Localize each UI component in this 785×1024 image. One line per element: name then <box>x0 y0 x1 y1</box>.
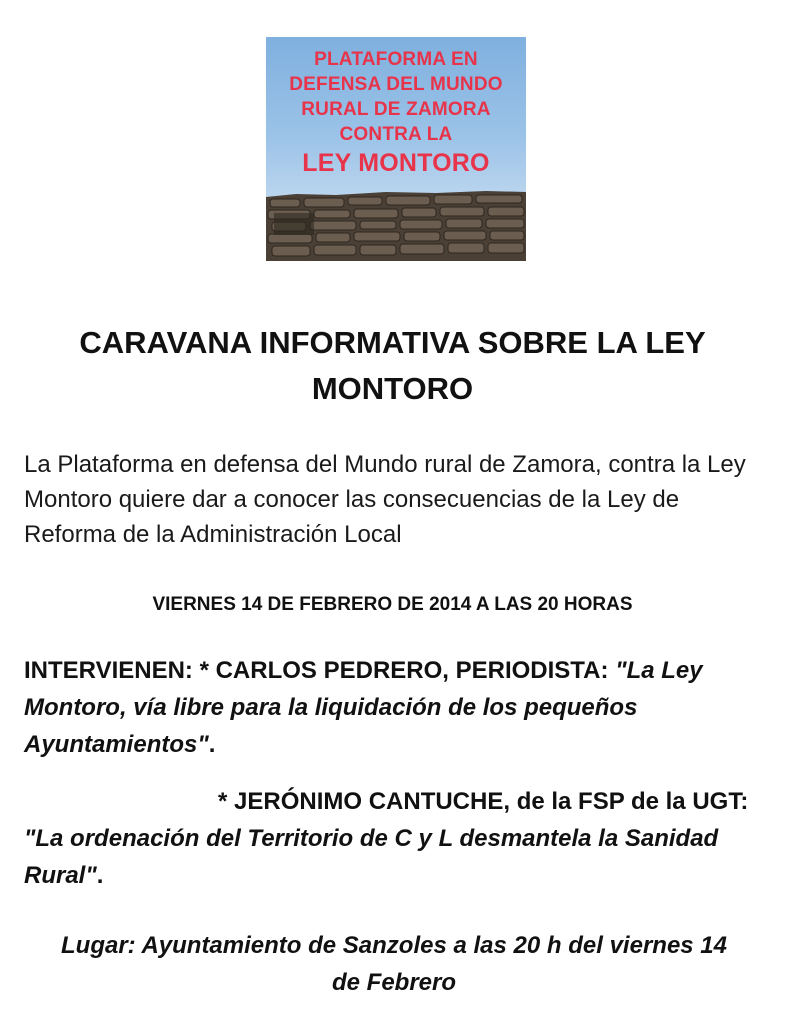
speaker-1-end: . <box>208 731 216 758</box>
speaker-2 <box>24 783 764 894</box>
logo-line-3: RURAL DE ZAMORA <box>301 99 491 120</box>
stone-wall-image <box>266 189 526 261</box>
event-location <box>24 927 764 1001</box>
location-line-1: Lugar: Ayuntamiento de Sanzoles a las 20 h del viernes 14 <box>61 932 727 959</box>
speaker-2-talk-title: "La ordenación del Territorio de C y L desmantela la Sanidad Rural" <box>24 825 719 889</box>
speaker-2-end: . <box>96 862 104 889</box>
title-line-2: MONTORO <box>311 371 474 406</box>
page-title <box>30 320 755 412</box>
logo-line-2: DEFENSA DEL MUNDO <box>289 74 503 95</box>
speaker-1 <box>24 652 764 763</box>
speaker-1-name: INTERVIENEN: * CARLOS PEDRERO, PERIODISTA: <box>24 657 616 684</box>
speaker-1-talk-title: "La Ley Montoro, vía libre para la liquidación de los pequeños Ayuntamientos" <box>24 657 703 758</box>
platform-logo <box>266 37 526 261</box>
speaker-2-name: * JERÓNIMO CANTUCHE, de la FSP de la UGT: <box>218 788 749 815</box>
event-date: VIERNES 14 DE FEBRERO DE 2014 A LAS 20 HORAS <box>152 594 633 615</box>
intro-paragraph: La Plataforma en defensa del Mundo rural de Zamora, contra la Ley Montoro quiere dar a conocer las consecuencias de la Ley de Reforma de la Administración Local <box>24 451 746 548</box>
logo-line-1: PLATAFORMA EN <box>314 49 478 70</box>
logo-line-4: CONTRA LA <box>339 124 453 145</box>
logo-text <box>266 47 526 180</box>
logo-line-5: LEY MONTORO <box>302 149 490 177</box>
location-line-2: de Febrero <box>331 969 457 996</box>
title-line-1: CARAVANA INFORMATIVA SOBRE LA LEY <box>79 325 706 360</box>
